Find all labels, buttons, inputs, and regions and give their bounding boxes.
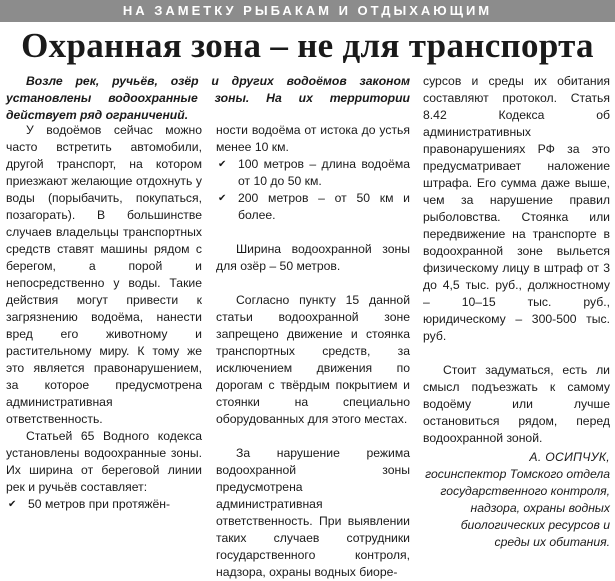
column-3 xyxy=(423,73,610,551)
list-item xyxy=(216,156,410,190)
check-mark-icon: ✔ xyxy=(218,159,227,170)
paragraph: Ширина водоохранной зоны для озёр – 50 метров. xyxy=(216,242,410,273)
paragraph: У водоёмов сейчас можно часто встретить автомобили, другой транспорт, на котором приезжают желающие отдохнуть у воды (порыбачить, покупаться, позагорать). В большинстве случаев владельцы транспортных средств ставят машины рядом с берегом, а порой и непосредственно у воды. Такие действия могут привести к загрязнению водоёма, нанести вред его животному и растительному миру. К тому же это является правонарушением, за которое предусмотрена административная ответственность. xyxy=(6,123,202,426)
column-1 xyxy=(6,122,202,513)
paragraph: Статьей 65 Водного кодекса установлены водоохранные зоны. Их ширина от береговой линии рек и ручьёв составляет: xyxy=(6,429,202,494)
column-2 xyxy=(216,122,410,581)
article-headline: Охранная зона – не для транспорта xyxy=(21,26,594,65)
list-item-text: 200 метров – от 50 км и более. xyxy=(238,191,410,222)
author-signature xyxy=(423,449,610,551)
paragraph: Стоит задуматься, есть ли смысл подъезжать к самому водоёму или лучше остановиться рядом, перед водоохранной зоной. xyxy=(423,363,610,445)
check-mark-icon: ✔ xyxy=(8,499,17,510)
section-rubric: НА ЗАМЕТКУ РЫБАКАМ И ОТДЫХАЮЩИМ xyxy=(0,0,615,22)
paragraph-continued: ности водоёма от истока до устья менее 10 км. xyxy=(216,123,410,154)
paragraph: Согласно пункту 15 данной статьи водоохранной зоне запрещено движение и стоянка транспортных средств, за исключением движения по дорогам с твёрдым покрытием и стоянки на специально оборудованных для этого местах. xyxy=(216,293,410,426)
paragraph: За нарушение режима водоохранной зоны предусмотрена административная ответственность. При выявлении таких случаев сотрудники государственного контроля, надзора, охраны водных биоре- xyxy=(216,446,410,579)
list-item-text: 50 метров при протяжён- xyxy=(28,497,171,511)
paragraph-continued: сурсов и среды их обитания составляют протокол. Статья 8.42 Кодекса об административных правонарушениях РФ за это предусматривает наложение штрафа. Его сумма даже выше, чем за нарушение правил рыболовства. Стоянка или передвижение на транспорте в водоохранной зоне выльется физическому лицу в штраф от 3 до 4,5 тыс. руб., должностному – 10–15 тыс. руб., юридическому – 300-500 тыс. руб. xyxy=(423,74,610,343)
article-lead: Возле рек, ручьёв, озёр и других водоёмов законом установлены водоохранные зоны. На их территории действует ряд ограничений. xyxy=(6,74,410,122)
list-item xyxy=(6,496,202,513)
list-item xyxy=(216,190,410,224)
check-mark-icon: ✔ xyxy=(218,193,227,204)
author-name: А. ОСИПЧУК, xyxy=(529,450,610,464)
author-title: госинспектор Томского отдела государственного контроля, надзора, охраны водных биологических ресурсов и среды их обитания. xyxy=(425,467,610,549)
list-item-text: 100 метров – длина водоёма от 10 до 50 км. xyxy=(238,157,410,188)
